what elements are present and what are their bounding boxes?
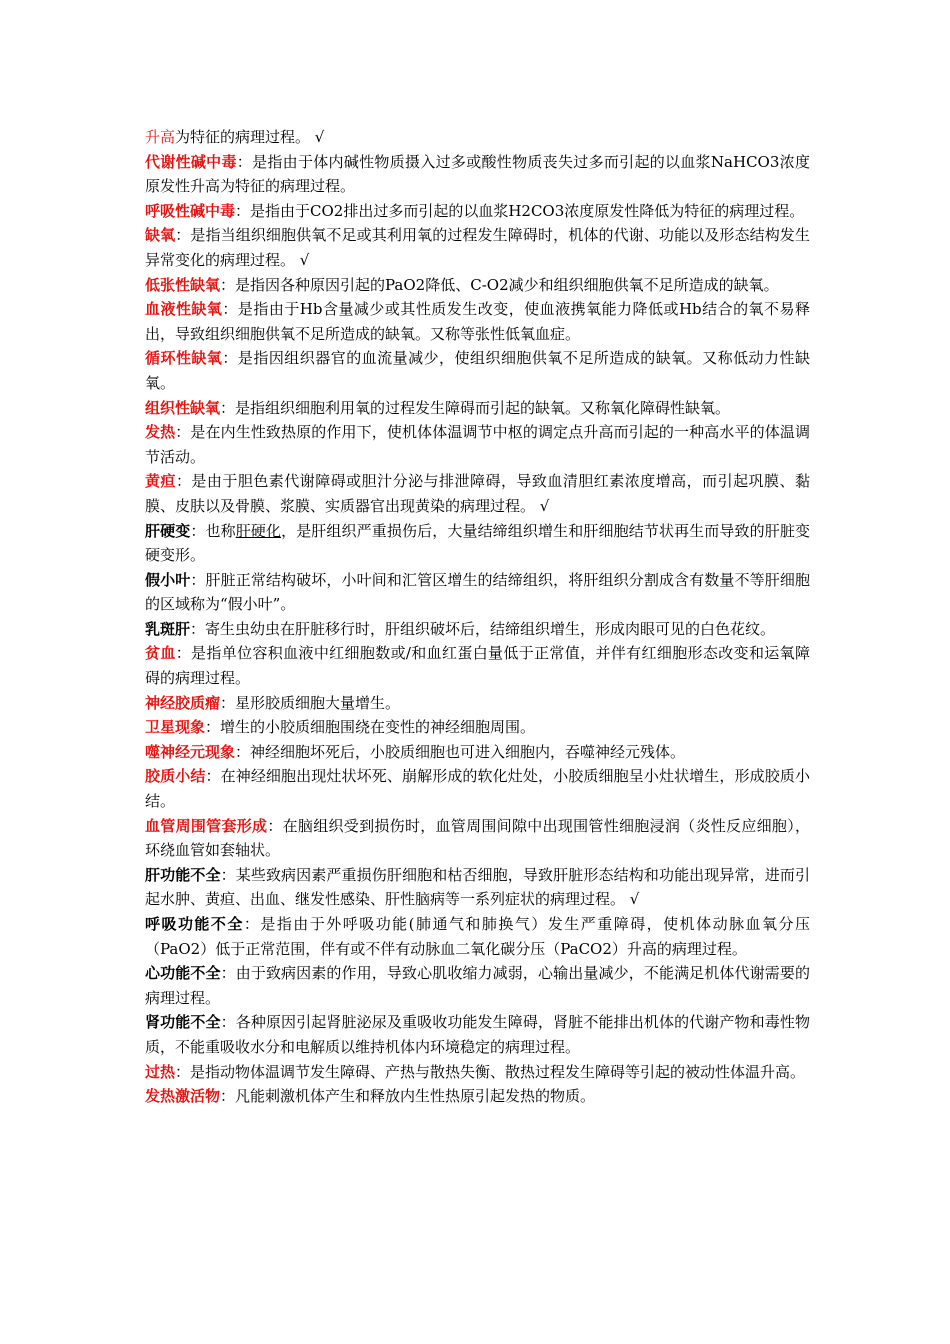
definition-text: ：是指单位容积血液中红细胞数或/和血红蛋白量低于正常值，并伴有红细胞形态改变和运氧障碍的病理过程。	[145, 644, 810, 688]
term-label: 贫血	[145, 644, 176, 663]
definition-text: ：是指因组织器官的血流量减少，使组织细胞供氧不足所造成的缺氧。又称低动力性缺氧。	[145, 349, 810, 392]
definition-text: ：增生的小胶质细胞围绕在变性的神经细胞周围。	[205, 718, 536, 737]
term-label: 假小叶	[145, 570, 191, 589]
definition-text: ：是指由于体内碱性物质摄入过多或酸性物质丧失过多而引起的以血浆NaHCO3浓度原发性升高为特征的病理过程。	[145, 152, 810, 196]
term-label: 发热	[145, 423, 176, 442]
definition-entry	[145, 568, 810, 617]
definition-entry	[145, 641, 810, 690]
definition-entry	[145, 223, 810, 272]
definition-text: ：是指由于Hb含量减少或其性质发生改变，使血液携氧能力降低或Hb结合的氧不易释出，导致组织细胞供氧不足所造成的缺氧。又称等张性低氧血症。	[145, 300, 810, 343]
definition-entry	[145, 691, 810, 716]
first-line	[145, 125, 810, 150]
definition-entry	[145, 863, 810, 912]
definition-entry	[145, 273, 810, 298]
definition-entry	[145, 1060, 810, 1085]
term-label: 组织性缺氧	[145, 398, 221, 417]
definition-text: ：是指动物体温调节发生障碍、产热与散热失衡、散热过程发生障碍等引起的被动性体温升高。	[175, 1062, 806, 1081]
definition-entry	[145, 150, 810, 199]
definition-text: ：是指由于CO2排出过多而引起的以血浆H2CO3浓度原发性降低为特征的病理过程。	[235, 201, 805, 220]
term-label: 乳斑肝	[145, 619, 191, 638]
term-label: 呼吸性碱中毒	[145, 201, 236, 220]
term-label: 代谢性碱中毒	[145, 152, 237, 171]
definition-entry	[145, 912, 810, 961]
term-label: 心功能不全	[145, 964, 221, 983]
definition-text: ：在脑组织受到损伤时，血管周围间隙中出现围管性细胞浸润（炎性反应细胞），环绕血管如套轴状。	[145, 816, 810, 860]
definition-entry	[145, 346, 810, 395]
definition-entry	[145, 617, 810, 642]
definition-entry	[145, 715, 810, 740]
definition-text: ：由于致病因素的作用，导致心肌收缩力减弱，心输出量减少，不能满足机体代谢需要的病理过程。	[145, 964, 810, 1007]
term-label: 过热	[145, 1062, 176, 1081]
term-label: 肾功能不全	[145, 1013, 221, 1032]
definition-list	[145, 150, 810, 1109]
definition-entry	[145, 396, 810, 421]
definition-text: ：是由于胆色素代谢障碍或胆汁分泌与排泄障碍，导致血清胆红素浓度增高，而引起巩膜、黏膜、皮肤以及骨膜、浆膜、实质器官出现黄染的病理过程。 √	[145, 472, 810, 515]
term-label: 血管周围管套形成	[145, 816, 268, 835]
first-line-red-text: 升高	[145, 128, 176, 146]
definition-text: ：星形胶质细胞大量增生。	[220, 693, 401, 712]
term-label: 卫星现象	[145, 718, 206, 737]
definition-text: ：神经细胞坏死后，小胶质细胞也可进入细胞内，吞噬神经元残体。	[235, 742, 686, 761]
definition-text: ：在神经细胞出现灶状坏死、崩解形成的软化灶处，小胶质细胞呈小灶状增生，形成胶质小结。	[145, 767, 810, 811]
definition-entry	[145, 814, 810, 863]
term-label: 肝硬变	[145, 521, 191, 540]
term-label: 缺氧	[145, 226, 176, 245]
definition-entry	[145, 469, 810, 518]
definition-text: ：各种原因引起肾脏泌尿及重吸收功能发生障碍，肾脏不能排出机体的代谢产物和毒性物质，不能重吸收水分和电解质以维持机体内环境稳定的病理过程。	[145, 1013, 810, 1056]
underlined-term: 肝硬化	[235, 521, 282, 540]
definition-text: ：某些致病因素严重损伤肝细胞和枯否细胞，导致肝脏形态结构和功能出现异常，进而引起水肿、黄疸、出血、继发性感染、肝性脑病等一系列症状的病理过程。 √	[145, 865, 810, 909]
definition-text: ：是指组织细胞利用氧的过程发生障碍而引起的缺氧。又称氧化障碍性缺氧。	[220, 398, 731, 417]
term-label: 黄疸	[145, 472, 176, 491]
definition-entry	[145, 961, 810, 1010]
term-label: 发热激活物	[145, 1087, 221, 1106]
term-label: 肝功能不全	[145, 865, 221, 884]
term-label: 噬神经元现象	[145, 742, 236, 761]
definition-entry	[145, 297, 810, 346]
definition-entry	[145, 420, 810, 469]
term-label: 胶质小结	[145, 767, 206, 786]
definition-entry	[145, 1010, 810, 1059]
term-label: 低张性缺氧	[145, 275, 221, 294]
definition-entry	[145, 1084, 810, 1109]
definition-entry	[145, 199, 810, 224]
definition-text: ：寄生虫幼虫在肝脏移行时，肝组织破坏后，结缔组织增生，形成肉眼可见的白色花纹。	[190, 619, 776, 638]
definition-prefix: ：也称	[190, 521, 236, 540]
first-line-text: 为特征的病理过程。 √	[175, 128, 325, 146]
definition-text: ，是肝组织严重损伤后，大量结缔组织增生和肝细胞结节状再生而导致的肝脏变硬变形。	[145, 521, 810, 565]
term-label: 血液性缺氧	[145, 300, 223, 319]
definition-text: ：凡能刺激机体产生和释放内生性热原引起发热的物质。	[220, 1087, 596, 1106]
definition-text: ：是指因各种原因引起的PaO2降低、C-O2减少和组织细胞供氧不足所造成的缺氧。	[220, 275, 779, 294]
definition-text: ：是指当组织细胞供氧不足或其利用氧的过程发生障碍时，机体的代谢、功能以及形态结构发生异常变化的病理过程。 √	[145, 226, 810, 269]
term-label: 神经胶质瘤	[145, 693, 221, 712]
definition-entry	[145, 519, 810, 568]
document-page	[145, 125, 810, 1109]
definition-entry	[145, 764, 810, 813]
definition-text: ：肝脏正常结构破坏，小叶间和汇管区增生的结缔组织，将肝组织分割成含有数量不等肝细胞的区域称为“假小叶”。	[145, 570, 810, 614]
definition-text: ：是在内生性致热原的作用下，使机体体温调节中枢的调定点升高而引起的一种高水平的体温调节活动。	[145, 423, 810, 466]
term-label: 呼吸功能不全	[145, 915, 244, 933]
term-label: 循环性缺氧	[145, 349, 223, 368]
definition-text: ：是指由于外呼吸功能(肺通气和肺换气）发生严重障碍，使机体动脉血氧分压（PaO2）低于正常范围，伴有或不伴有动脉血二氧化碳分压（PaCO2）升高的病理过程。	[145, 915, 810, 958]
definition-entry	[145, 740, 810, 765]
